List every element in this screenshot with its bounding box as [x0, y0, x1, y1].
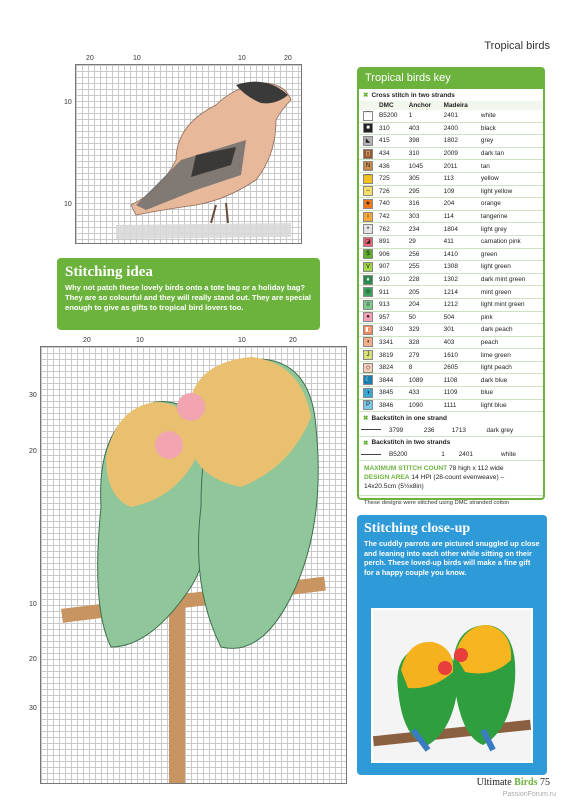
color-name-cell: light grey: [479, 223, 543, 236]
madeira-cell: 2011: [442, 160, 479, 173]
key-symbol-cell: [359, 198, 377, 211]
table-row: [359, 399, 543, 412]
color-name-cell: dark tan: [479, 147, 543, 160]
backstitch-two-label: Backstitch in two strands: [371, 439, 451, 447]
axis-label: 30: [29, 392, 37, 399]
axis-label: 10: [29, 601, 37, 608]
madeira-cell: 114: [442, 210, 479, 223]
color-name-cell: green: [479, 248, 543, 261]
table-row: [359, 261, 543, 274]
color-name-cell: light yellow: [479, 185, 543, 198]
page-number: 75: [540, 777, 550, 788]
key-symbol-cell: [359, 210, 377, 223]
lovebird-illustration: [41, 347, 346, 783]
color-name-cell: light mint green: [479, 298, 543, 311]
color-name-cell: tan: [479, 160, 543, 173]
line-symbol: [359, 449, 387, 461]
color-name-cell: white: [499, 449, 543, 461]
axis-label: 10: [238, 337, 246, 344]
key-symbol-cell: [359, 273, 377, 286]
lovebirds-photo-art: [373, 610, 531, 761]
magazine-prefix: Ultimate: [476, 777, 512, 788]
symbol-swatch: ◑: [363, 388, 373, 398]
color-name-cell: blue: [479, 387, 543, 400]
table-row: [359, 349, 543, 362]
anchor-cell: 1090: [407, 399, 442, 412]
color-name-cell: yellow: [479, 172, 543, 185]
cross-icon: ✖: [363, 439, 369, 447]
madeira-cell: 109: [442, 185, 479, 198]
anchor-cell: 255: [407, 261, 442, 274]
stitch-stats: [359, 461, 543, 491]
color-name-cell: pink: [479, 311, 543, 324]
axis-label: 20: [86, 55, 94, 62]
key-symbol-cell: [359, 122, 377, 135]
dmc-cell: 913: [377, 298, 407, 311]
axis-label: 20: [83, 337, 91, 344]
madeira-cell: 2400: [442, 122, 479, 135]
anchor-cell: 329: [407, 324, 442, 337]
stitching-idea-box: [57, 258, 320, 330]
symbol-swatch: ◖: [363, 337, 373, 347]
axis-label: 10: [64, 99, 72, 106]
key-symbol-cell: [359, 336, 377, 349]
table-row: [359, 235, 543, 248]
anchor-cell: 205: [407, 286, 442, 299]
key-symbol-cell: [359, 185, 377, 198]
color-name-cell: white: [479, 110, 543, 122]
key-symbol-cell: [359, 147, 377, 160]
color-name-cell: tangerine: [479, 210, 543, 223]
dmc-cell: 911: [377, 286, 407, 299]
key-col-madeira: Madeira: [442, 101, 479, 110]
anchor-cell: 256: [407, 248, 442, 261]
anchor-cell: 303: [407, 210, 442, 223]
axis-label: 20: [29, 448, 37, 455]
anchor-cell: 8: [407, 361, 442, 374]
symbol-swatch: ☾: [363, 375, 373, 385]
symbol-swatch: ■: [363, 123, 373, 133]
anchor-cell: 316: [407, 198, 442, 211]
madeira-cell: 1610: [442, 349, 479, 362]
backstitch-two-heading: [359, 437, 543, 449]
table-row: [359, 147, 543, 160]
anchor-cell: 228: [407, 273, 442, 286]
anchor-cell: 328: [407, 336, 442, 349]
dmc-cell: 434: [377, 147, 407, 160]
anchor-cell: 305: [407, 172, 442, 185]
madeira-cell: 1214: [442, 286, 479, 299]
madeira-cell: 1308: [442, 261, 479, 274]
left-bird-face: [155, 431, 183, 459]
madeira-cell: 113: [442, 172, 479, 185]
dmc-cell: 415: [377, 135, 407, 148]
dmc-cell: 436: [377, 160, 407, 173]
table-row: [359, 248, 543, 261]
madeira-cell: 204: [442, 198, 479, 211]
goldfinch-illustration: [76, 65, 301, 243]
color-name-cell: grey: [479, 135, 543, 148]
dmc-cell: 3844: [377, 374, 407, 387]
anchor-cell: 1: [439, 449, 457, 461]
madeira-cell: 1713: [450, 424, 485, 436]
madeira-cell: 1302: [442, 273, 479, 286]
symbol-swatch: V: [363, 262, 373, 272]
key-symbol-cell: [359, 135, 377, 148]
key-symbol-cell: [359, 324, 377, 337]
color-name-cell: light peach: [479, 361, 543, 374]
symbol-swatch: ≡: [363, 300, 373, 310]
axis-label: 10: [64, 201, 72, 208]
key-symbol-cell: [359, 374, 377, 387]
table-row: [359, 336, 543, 349]
key-symbol-cell: [359, 361, 377, 374]
symbol-swatch: ★: [363, 199, 373, 209]
symbol-swatch: ●: [363, 312, 373, 322]
symbol-swatch: ◎: [363, 287, 373, 297]
anchor-cell: 1: [407, 110, 442, 122]
table-row: [359, 298, 543, 311]
backstitch-one-table: [359, 424, 543, 437]
table-row: [359, 449, 543, 461]
watermark: PassionForum.ru: [502, 791, 556, 798]
dmc-cell: 906: [377, 248, 407, 261]
axis-label: 10: [238, 55, 246, 62]
cross-icon: ✖: [363, 415, 369, 423]
anchor-cell: 204: [407, 298, 442, 311]
symbol-swatch: ♀: [363, 212, 373, 222]
key-symbol-cell: [359, 248, 377, 261]
dmc-cell: 740: [377, 198, 407, 211]
table-row: [359, 210, 543, 223]
anchor-cell: 398: [407, 135, 442, 148]
branch: [116, 223, 291, 239]
key-col-anchor: Anchor: [407, 101, 442, 110]
symbol-swatch: –: [363, 186, 373, 196]
thread-note: These designs were stitched using DMC stranded cotton: [359, 495, 543, 510]
color-name-cell: dark mint green: [479, 273, 543, 286]
anchor-cell: 236: [422, 424, 450, 436]
symbol-swatch: N: [363, 161, 373, 171]
madeira-cell: 504: [442, 311, 479, 324]
color-name-cell: lime green: [479, 349, 543, 362]
symbol-swatch: ◣: [363, 136, 373, 146]
stitched-lovebirds-photo: [371, 608, 533, 763]
madeira-cell: 2009: [442, 147, 479, 160]
table-row: [359, 361, 543, 374]
key-symbol-cell: [359, 399, 377, 412]
dmc-cell: 3799: [387, 424, 422, 436]
table-row: [359, 311, 543, 324]
madeira-cell: 2605: [442, 361, 479, 374]
madeira-cell: 1410: [442, 248, 479, 261]
dmc-cell: B5200: [387, 449, 439, 461]
dmc-cell: 3340: [377, 324, 407, 337]
key-symbol-cell: [359, 286, 377, 299]
design-area-label: DESIGN AREA: [364, 474, 410, 482]
tropical-birds-key: [357, 67, 545, 507]
magazine-name: Birds: [514, 777, 538, 788]
table-row: [359, 160, 543, 173]
anchor-cell: 433: [407, 387, 442, 400]
madeira-cell: 1109: [442, 387, 479, 400]
key-title: Tropical birds key: [359, 69, 543, 89]
dmc-cell: 3824: [377, 361, 407, 374]
madeira-cell: 1108: [442, 374, 479, 387]
closeup-title: Stitching close-up: [364, 521, 471, 536]
key-symbol-cell: [359, 349, 377, 362]
madeira-cell: 1212: [442, 298, 479, 311]
table-row: [359, 424, 543, 436]
symbol-swatch: P: [363, 400, 373, 410]
color-name-cell: carnation pink: [479, 235, 543, 248]
anchor-cell: 50: [407, 311, 442, 324]
madeira-cell: 1111: [442, 399, 479, 412]
dmc-cell: 310: [377, 122, 407, 135]
table-row: [359, 223, 543, 236]
axis-label: 20: [284, 55, 292, 62]
bird-legs: [211, 203, 228, 223]
color-name-cell: orange: [479, 198, 543, 211]
key-symbol-cell: [359, 223, 377, 236]
anchor-cell: 1089: [407, 374, 442, 387]
symbol-swatch: ⌒: [364, 175, 371, 182]
symbol-swatch: ◪: [363, 237, 373, 247]
table-row: [359, 198, 543, 211]
madeira-cell: 301: [442, 324, 479, 337]
dmc-cell: 907: [377, 261, 407, 274]
symbol-swatch: ⌒: [364, 112, 371, 119]
closeup-text: The cuddly parrots are pictured snuggled up close and leaning into each other while sitting on their perch. These loved-up birds will make a fine gift for a happy couple you know.: [364, 539, 540, 577]
anchor-cell: 1045: [407, 160, 442, 173]
anchor-cell: 295: [407, 185, 442, 198]
dmc-cell: 762: [377, 223, 407, 236]
backstitch-two-table: [359, 449, 543, 462]
symbol-swatch: ◇: [363, 363, 373, 373]
cross-icon: ✖: [363, 92, 369, 99]
perch-post: [169, 597, 185, 783]
table-row: [359, 122, 543, 135]
stitching-closeup-box: [357, 515, 547, 775]
dmc-cell: 957: [377, 311, 407, 324]
section-title: Tropical birds: [484, 40, 550, 52]
max-count-value: 78 high x 112 wide: [449, 465, 504, 473]
table-row: [359, 172, 543, 185]
symbol-swatch: ◻: [363, 149, 373, 159]
table-row: [359, 110, 543, 122]
key-symbol-cell: [359, 311, 377, 324]
color-name-cell: dark grey: [485, 424, 543, 436]
dmc-cell: 725: [377, 172, 407, 185]
color-name-cell: black: [479, 122, 543, 135]
right-bird-face: [177, 393, 205, 421]
symbol-swatch: $: [363, 249, 373, 259]
key-symbol-cell: [359, 172, 377, 185]
anchor-cell: 29: [407, 235, 442, 248]
color-name-cell: dark blue: [479, 374, 543, 387]
symbol-swatch: ◧: [363, 325, 373, 335]
key-header-row: [359, 101, 543, 110]
max-count-label: MAXIMUM STITCH COUNT: [364, 465, 448, 473]
dmc-cell: 3819: [377, 349, 407, 362]
key-symbol-cell: [359, 110, 377, 122]
dmc-cell: 3845: [377, 387, 407, 400]
anchor-cell: 234: [407, 223, 442, 236]
table-row: [359, 286, 543, 299]
color-name-cell: peach: [479, 336, 543, 349]
madeira-cell: 1804: [442, 223, 479, 236]
symbol-swatch: J: [363, 350, 373, 360]
table-row: [359, 273, 543, 286]
dmc-cell: B5200: [377, 110, 407, 122]
key-col-dmc: DMC: [377, 101, 407, 110]
axis-label: 20: [289, 337, 297, 344]
table-row: [359, 185, 543, 198]
madeira-cell: 403: [442, 336, 479, 349]
key-symbol-cell: [359, 387, 377, 400]
dmc-cell: 891: [377, 235, 407, 248]
color-name-cell: mint green: [479, 286, 543, 299]
goldfinch-chart: [75, 64, 302, 244]
key-col-symbol: [359, 101, 377, 110]
axis-label: 30: [29, 705, 37, 712]
key-symbol-cell: [359, 160, 377, 173]
madeira-cell: 2401: [457, 449, 499, 461]
madeira-cell: 2401: [442, 110, 479, 122]
line-symbol: [359, 424, 387, 436]
cross-stitch-heading: [359, 89, 543, 101]
axis-label: 10: [133, 55, 141, 62]
page-footer: [477, 777, 550, 788]
table-row: [359, 387, 543, 400]
dmc-cell: 3846: [377, 399, 407, 412]
stitching-idea-title: Stitching idea: [65, 264, 153, 280]
dmc-cell: 742: [377, 210, 407, 223]
anchor-cell: 310: [407, 147, 442, 160]
color-name-cell: light green: [479, 261, 543, 274]
key-col-name: [479, 101, 543, 110]
key-symbol-cell: [359, 235, 377, 248]
axis-label: 20: [29, 656, 37, 663]
axis-label: 10: [136, 337, 144, 344]
anchor-cell: 279: [407, 349, 442, 362]
anchor-cell: 403: [407, 122, 442, 135]
backstitch-one-label: Backstitch in one strand: [371, 414, 447, 422]
key-symbol-cell: [359, 261, 377, 274]
symbol-swatch: ♦: [363, 275, 373, 285]
dmc-cell: 726: [377, 185, 407, 198]
dmc-cell: 910: [377, 273, 407, 286]
symbol-swatch: •: [363, 224, 373, 234]
key-table: [359, 101, 543, 412]
madeira-cell: 1802: [442, 135, 479, 148]
stitching-idea-text: Why not patch these lovely birds onto a tote bag or a holiday bag? They are so colourful and they will really stand out. They are special enough to give as gifts to tropical bird lovers too.: [65, 283, 312, 312]
design-area-value: 14 HPI (28-count evenweave) – 14x20.5cm (5½x8in): [364, 474, 505, 491]
table-row: [359, 135, 543, 148]
lovebird-chart: [40, 346, 347, 784]
color-name-cell: light blue: [479, 399, 543, 412]
table-row: [359, 374, 543, 387]
backstitch-one-heading: [359, 412, 543, 424]
key-symbol-cell: [359, 298, 377, 311]
dmc-cell: 3341: [377, 336, 407, 349]
table-row: [359, 324, 543, 337]
cross-stitch-label: Cross stitch in two strands: [371, 91, 455, 99]
color-name-cell: dark peach: [479, 324, 543, 337]
madeira-cell: 411: [442, 235, 479, 248]
